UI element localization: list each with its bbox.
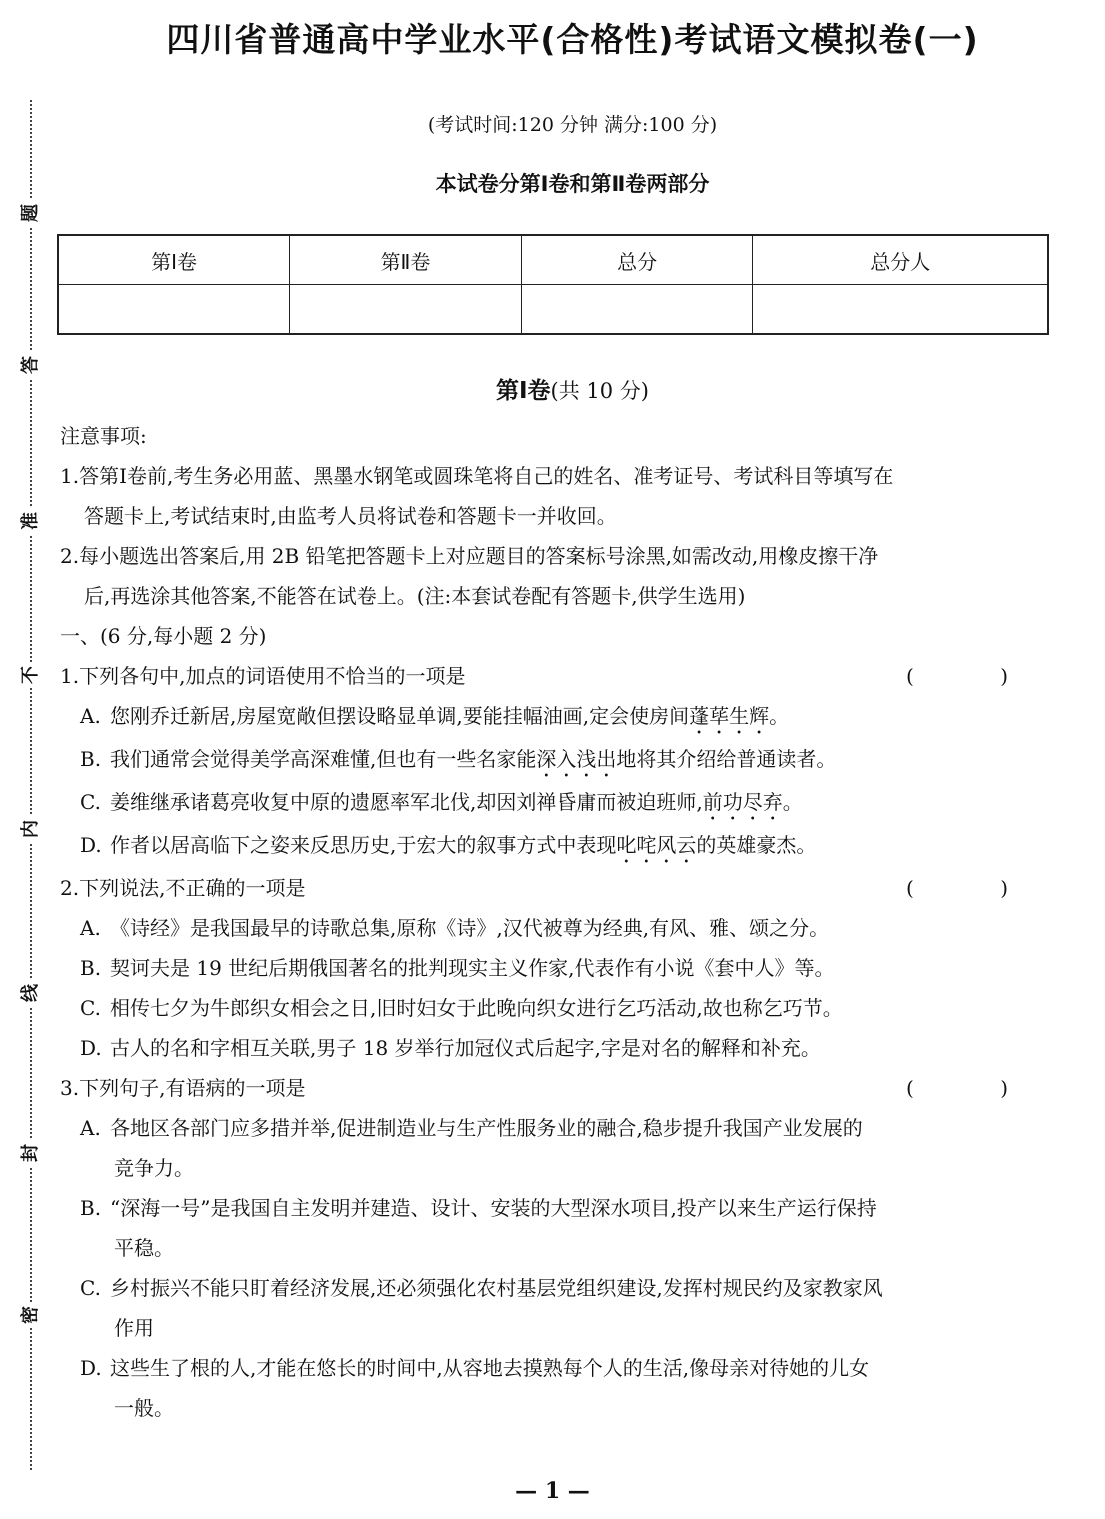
option-label: D.: [80, 1036, 102, 1060]
score-header-part2: 第Ⅱ卷: [290, 235, 522, 285]
option-text: 契诃夫是 19 世纪后期俄国著名的批判现实主义作家,代表作有小说《套中人》等。: [110, 956, 835, 980]
q3-option-c-cont: 作用: [114, 1316, 154, 1340]
option-label: C.: [80, 1276, 101, 1300]
option-text: 乡村振兴不能只盯着经济发展,还必须强化农村基层党组织建设,发挥村规民约及家教家风: [110, 1276, 883, 1300]
margin-label: 封: [18, 1140, 44, 1166]
exam-time-and-score: (考试时间:120 分钟 满分:100 分): [427, 114, 718, 136]
section-name: 第Ⅰ卷: [495, 378, 551, 404]
answer-parentheses[interactable]: ( ): [906, 876, 1048, 900]
margin-label: 答: [18, 352, 44, 378]
option-text: 我们通常会觉得美学高深难懂,但也有一些名家能: [110, 747, 537, 771]
option-label: B.: [80, 1196, 102, 1220]
margin-label: 线: [18, 980, 44, 1006]
score-table: [57, 234, 1049, 335]
score-cell-total[interactable]: [521, 285, 753, 335]
answer-parentheses[interactable]: ( ): [906, 664, 1048, 688]
q3-option-b[interactable]: [60, 1188, 1050, 1228]
dotted-phrase: 叱咤风云: [616, 833, 697, 857]
q2-option-d[interactable]: [60, 1028, 1050, 1068]
q1-option-b[interactable]: [60, 739, 1050, 782]
q1-option-a[interactable]: [60, 696, 1050, 739]
question-stem: 2.下列说法,不正确的一项是: [60, 876, 306, 900]
score-cell-part1[interactable]: [58, 285, 290, 335]
option-text: 各地区各部门应多措并举,促进制造业与生产性服务业的融合,稳步提升我国产业发展的: [110, 1116, 863, 1140]
notice-heading: 注意事项:: [60, 424, 147, 448]
margin-label: 准: [18, 508, 44, 534]
option-label: A.: [80, 704, 101, 728]
binding-dotted-line: [30, 100, 32, 1470]
question-1-stem: [60, 656, 1050, 696]
q3-option-c[interactable]: [60, 1268, 1050, 1308]
option-label: A.: [80, 916, 101, 940]
option-text-end: 的英雄豪杰。: [696, 833, 817, 857]
section-points: (共 10 分): [550, 379, 650, 403]
question-2-stem: [60, 868, 1050, 908]
option-text-end: 地将其介绍给普通读者。: [616, 747, 837, 771]
notice-item-2: 2.每小题选出答案后,用 2B 铅笔把答题卡上对应题目的答案标号涂黑,如需改动,用橡皮擦干净: [60, 544, 879, 568]
option-text: 相传七夕为牛郎织女相会之日,旧时妇女于此晚向织女进行乞巧活动,故也称乞巧节。: [110, 996, 843, 1020]
q3-option-d-cont: 一般。: [114, 1396, 174, 1420]
binding-margin: [18, 100, 44, 1470]
option-text: 作者以居高临下之姿来反思历史,于宏大的叙事方式中表现: [110, 833, 617, 857]
score-header-grader: 总分人: [753, 235, 1048, 285]
section-heading: [60, 372, 1085, 405]
q3-option-b-cont: 平稳。: [114, 1236, 174, 1260]
q2-option-b[interactable]: [60, 948, 1050, 988]
option-text: 这些生了根的人,才能在悠长的时间中,从容地去摸熟每个人的生活,像母亲对待她的儿女: [110, 1356, 870, 1380]
question-stem: 3.下列句子,有语病的一项是: [60, 1076, 306, 1100]
option-label: D.: [80, 833, 102, 857]
q2-option-a[interactable]: [60, 908, 1050, 948]
score-cell-grader[interactable]: [753, 285, 1048, 335]
q3-option-d[interactable]: [60, 1348, 1050, 1388]
option-label: B.: [80, 747, 102, 771]
option-label: B.: [80, 956, 102, 980]
page-number: — 1 —: [515, 1478, 590, 1504]
option-label: C.: [80, 790, 101, 814]
option-label: A.: [80, 1116, 101, 1140]
margin-label: 密: [18, 1302, 44, 1328]
dotted-phrase: 前功尽弃: [702, 790, 783, 814]
q1-option-d[interactable]: [60, 825, 1050, 868]
dotted-phrase: 蓬荜生辉: [689, 704, 770, 728]
exam-title: 四川省普通高中学业水平(合格性)考试语文模拟卷(一): [166, 20, 979, 59]
question-3-stem: [60, 1068, 1050, 1108]
q1-option-c[interactable]: [60, 782, 1050, 825]
option-label: C.: [80, 996, 101, 1020]
score-header-part1: 第Ⅰ卷: [58, 235, 290, 285]
part1-header: 一、(6 分,每小题 2 分): [60, 624, 267, 648]
option-label: D.: [80, 1356, 102, 1380]
q2-option-c[interactable]: [60, 988, 1050, 1028]
option-text: 古人的名和字相互关联,男子 18 岁举行加冠仪式后起字,字是对名的解释和补充。: [110, 1036, 821, 1060]
score-cell-part2[interactable]: [290, 285, 522, 335]
notice-item-2-cont: 后,再选涂其他答案,不能答在试卷上。(注:本套试卷配有答题卡,供学生选用): [84, 584, 746, 608]
q3-option-a-cont: 竞争力。: [114, 1156, 194, 1180]
margin-label: 内: [18, 816, 44, 842]
structure-note: 本试卷分第Ⅰ卷和第Ⅱ卷两部分: [435, 172, 710, 196]
dotted-phrase: 深入浅出: [536, 747, 617, 771]
option-text-end: 。: [769, 704, 790, 728]
notice-item-1-cont: 答题卡上,考试结束时,由监考人员将试卷和答题卡一并收回。: [84, 504, 617, 528]
margin-label: 题: [18, 200, 44, 226]
q3-option-a[interactable]: [60, 1108, 1050, 1148]
exam-content: [60, 416, 1050, 1428]
score-header-total: 总分: [521, 235, 753, 285]
notice-item-1: 1.答第Ⅰ卷前,考生务必用蓝、黑墨水钢笔或圆珠笔将自己的姓名、准考证号、考试科目等填写在: [60, 464, 894, 488]
question-stem: 1.下列各句中,加点的词语使用不恰当的一项是: [60, 664, 466, 688]
option-text: 您刚乔迁新居,房屋宽敞但摆设略显单调,要能挂幅油画,定会使房间: [110, 704, 690, 728]
option-text: “深海一号”是我国自主发明并建造、设计、安装的大型深水项目,投产以来生产运行保持: [110, 1196, 877, 1220]
margin-label: 不: [18, 662, 44, 688]
option-text: 《诗经》是我国最早的诗歌总集,原称《诗》,汉代被尊为经典,有风、雅、颂之分。: [110, 916, 830, 940]
option-text: 姜维继承诸葛亮收复中原的遗愿率军北伐,却因刘禅昏庸而被迫班师,: [110, 790, 703, 814]
answer-parentheses[interactable]: ( ): [906, 1076, 1048, 1100]
option-text-end: 。: [782, 790, 803, 814]
